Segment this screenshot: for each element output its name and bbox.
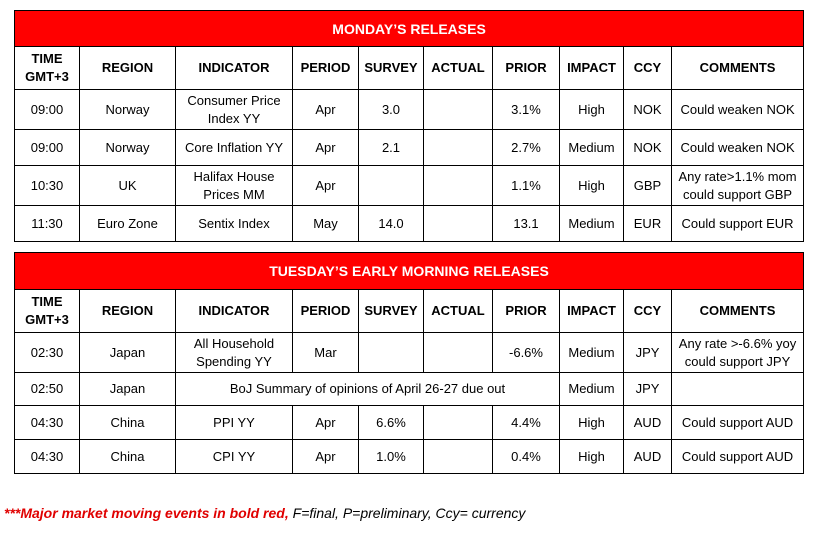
cell-impact: High [560,440,624,474]
cell-time: 09:00 [15,130,80,166]
cell-survey [359,333,424,373]
cell-actual [424,333,493,373]
cell-indicator: Consumer Price Index YY [176,90,293,130]
header-time: TIME GMT+3 [15,47,80,90]
header-comments: COMMENTS [672,290,804,333]
table-row [15,206,804,242]
cell-period: Mar [293,333,359,373]
cell-prior: 1.1% [493,166,560,206]
monday-banner: MONDAY’S RELEASES [15,11,804,47]
cell-ccy: JPY [624,373,672,406]
cell-actual [424,90,493,130]
cell-ccy: AUD [624,406,672,440]
cell-comments: Could weaken NOK [672,90,804,130]
cell-actual [424,166,493,206]
cell-ccy: NOK [624,130,672,166]
cell-survey: 14.0 [359,206,424,242]
header-period: PERIOD [293,47,359,90]
cell-actual [424,130,493,166]
cell-time: 10:30 [15,166,80,206]
header-time: TIME GMT+3 [15,290,80,333]
table-row [15,440,804,474]
cell-region: UK [80,166,176,206]
cell-actual [424,440,493,474]
cell-period: Apr [293,406,359,440]
cell-comments: Any rate >-6.6% yoy could support JPY [672,333,804,373]
monday-releases-table [14,10,804,242]
cell-merged-note: BoJ Summary of opinions of April 26-27 due out [176,373,560,406]
cell-comments: Could support AUD [672,440,804,474]
cell-ccy: JPY [624,333,672,373]
header-impact: IMPACT [560,290,624,333]
footnote-major-events: ***Major market moving events in bold red, [4,505,289,521]
cell-time: 09:00 [15,90,80,130]
header-survey: SURVEY [359,47,424,90]
cell-comments: Any rate>1.1% mom could support GBP [672,166,804,206]
header-ccy: CCY [624,47,672,90]
cell-region: Norway [80,130,176,166]
cell-time: 04:30 [15,406,80,440]
tuesday-banner: TUESDAY’S EARLY MORNING RELEASES [15,253,804,290]
cell-prior: -6.6% [493,333,560,373]
header-actual: ACTUAL [424,290,493,333]
cell-region: China [80,440,176,474]
header-period: PERIOD [293,290,359,333]
header-prior: PRIOR [493,290,560,333]
cell-comments: Could support AUD [672,406,804,440]
cell-survey [359,166,424,206]
footnote-legend: F=final, P=preliminary, Ccy= currency [288,505,526,521]
header-impact: IMPACT [560,47,624,90]
header-indicator: INDICATOR [176,47,293,90]
cell-impact: Medium [560,333,624,373]
header-prior: PRIOR [493,47,560,90]
cell-region: Norway [80,90,176,130]
cell-impact: Medium [560,373,624,406]
cell-prior: 13.1 [493,206,560,242]
cell-ccy: AUD [624,440,672,474]
cell-actual [424,406,493,440]
cell-region: Euro Zone [80,206,176,242]
cell-region: China [80,406,176,440]
table-row [15,130,804,166]
cell-comments: Could support EUR [672,206,804,242]
cell-ccy: GBP [624,166,672,206]
cell-comments: Could weaken NOK [672,130,804,166]
cell-period: May [293,206,359,242]
cell-indicator: CPI YY [176,440,293,474]
header-region: REGION [80,290,176,333]
cell-ccy: EUR [624,206,672,242]
cell-actual [424,206,493,242]
table-row [15,406,804,440]
cell-region: Japan [80,333,176,373]
cell-impact: High [560,90,624,130]
cell-period: Apr [293,166,359,206]
cell-survey: 2.1 [359,130,424,166]
cell-prior: 2.7% [493,130,560,166]
cell-prior: 0.4% [493,440,560,474]
cell-impact: High [560,406,624,440]
cell-time: 04:30 [15,440,80,474]
cell-impact: Medium [560,130,624,166]
cell-survey: 1.0% [359,440,424,474]
header-region: REGION [80,47,176,90]
table-row [15,90,804,130]
cell-period: Apr [293,90,359,130]
footnote [4,505,525,521]
tuesday-releases-table [14,252,804,474]
header-ccy: CCY [624,290,672,333]
cell-prior: 3.1% [493,90,560,130]
cell-region: Japan [80,373,176,406]
cell-indicator: Sentix Index [176,206,293,242]
cell-indicator: Halifax House Prices MM [176,166,293,206]
table-row [15,373,804,406]
header-actual: ACTUAL [424,47,493,90]
header-indicator: INDICATOR [176,290,293,333]
cell-prior: 4.4% [493,406,560,440]
cell-time: 02:50 [15,373,80,406]
cell-survey: 6.6% [359,406,424,440]
cell-indicator: All Household Spending YY [176,333,293,373]
cell-time: 02:30 [15,333,80,373]
cell-period: Apr [293,130,359,166]
cell-impact: Medium [560,206,624,242]
cell-comments [672,373,804,406]
cell-indicator: Core Inflation YY [176,130,293,166]
cell-time: 11:30 [15,206,80,242]
table-row [15,166,804,206]
header-survey: SURVEY [359,290,424,333]
cell-ccy: NOK [624,90,672,130]
header-comments: COMMENTS [672,47,804,90]
cell-survey: 3.0 [359,90,424,130]
cell-impact: High [560,166,624,206]
cell-period: Apr [293,440,359,474]
cell-indicator: PPI YY [176,406,293,440]
table-row [15,333,804,373]
